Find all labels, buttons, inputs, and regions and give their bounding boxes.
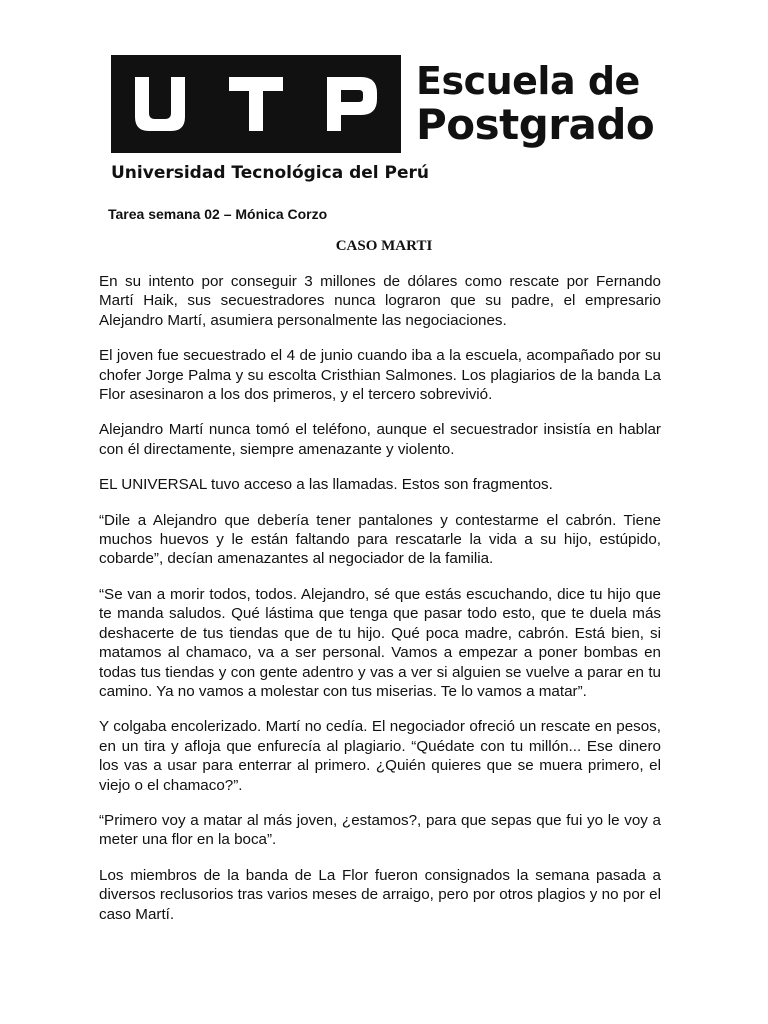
paragraph: Alejandro Martí nunca tomó el teléfono, aunque el secuestrador insistía en hablar con él directamente, siempre amenazante y violento. bbox=[99, 421, 661, 458]
task-heading: Tarea semana 02 – Mónica Corzo bbox=[108, 206, 328, 222]
paragraph: Y colgaba encolerizado. Martí no cedía. El negociador ofreció un rescate en pesos, en un tira y afloja que enfurecía al plagiario. “Quédate con tu millón... Ese dinero los vas a usar para enterrar al primero. ¿Quién quieres que se muera primero, el viejo o el chamaco?”. bbox=[99, 718, 661, 794]
logo-letter-p bbox=[317, 69, 387, 139]
logo-escuela-text: Escuela de bbox=[416, 59, 640, 103]
paragraph: El joven fue secuestrado el 4 de junio cuando iba a la escuela, acompañado por su chofer Jorge Palma y su escolta Cristhian Salmones. Los plagiarios de la banda La Flor asesinaron a los dos primeros, y el tercero sobrevivió. bbox=[99, 347, 661, 404]
paragraph: Los miembros de la banda de La Flor fueron consignados la semana pasada a diversos reclusorios tras varios meses de arraigo, pero por otros plagios y no por el caso Martí. bbox=[99, 866, 661, 923]
document-body bbox=[99, 272, 661, 940]
document-title: CASO MARTI bbox=[335, 238, 433, 254]
logo-letter-t bbox=[221, 69, 291, 139]
logo-letter-u bbox=[125, 69, 195, 139]
paragraph: En su intento por conseguir 3 millones de dólares como rescate por Fernando Martí Haik, sus secuestradores nunca lograron que su padre, el empresario Alejandro Martí, asumiera personalmente las negociaciones. bbox=[99, 273, 661, 329]
utp-logo bbox=[111, 55, 671, 185]
paragraph: “Dile a Alejandro que debería tener pantalones y contestarme el cabrón. Tiene muchos huevos y le están faltando para rescatarle la vida a su hijo, estúpido, cobarde”, decían amenazantes al negociador de la familia. bbox=[99, 511, 661, 568]
university-name: Universidad Tecnológica del Perú bbox=[111, 163, 430, 183]
paragraph: “Primero voy a matar al más joven, ¿estamos?, para que sepas que fui yo le voy a meter una flor en la boca”. bbox=[99, 811, 661, 849]
paragraph: “Se van a morir todos, todos. Alejandro, sé que estás escuchando, dice tu hijo que te manda saludos. Qué lástima que tenga que pasar todo esto, que te duela más deshacerte de tus tiendas que de tu hijo. Qué poca madre, cabrón. Está bien, si matamos al chamaco, va a ser personal. Vamos a empezar a poner bombas en todas tus tiendas y con gente adentro y vas a ver si alguien se vuelve a parar en tu camino. Ya no vamos a molestar con tus miserias. Te lo vamos a matar”. bbox=[99, 585, 661, 700]
utp-letter-block bbox=[111, 55, 401, 153]
logo-postgrado-text: Postgrado bbox=[416, 100, 655, 149]
paragraph: EL UNIVERSAL tuvo acceso a las llamadas. Estos son fragmentos. bbox=[99, 476, 553, 494]
